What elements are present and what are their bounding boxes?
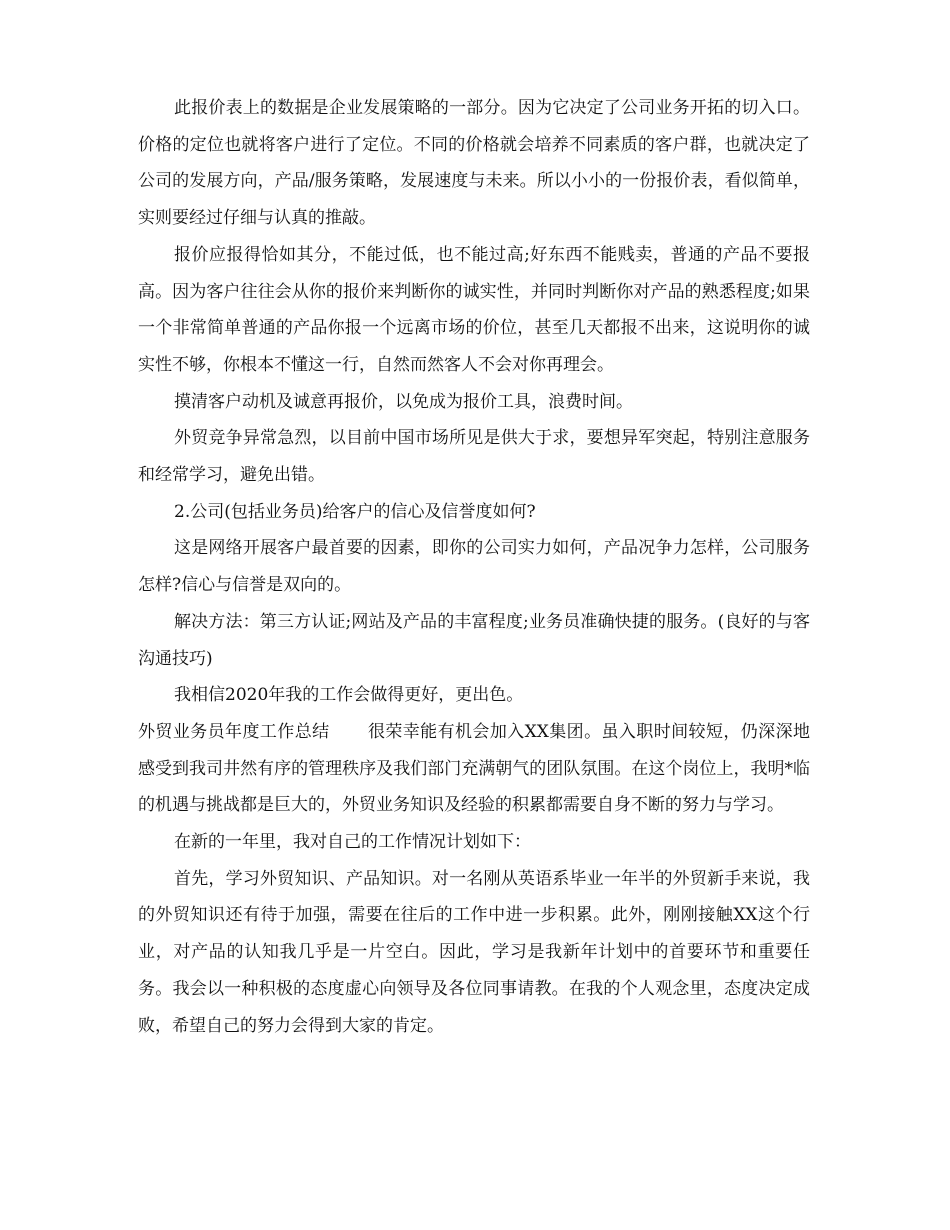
summary-body: 很荣幸能有机会加入XX集团。虽入职时间较短，仍深深地感受到我司井然有序的管理秩序及我们部门充满朝气的团队氛围。在这个岗位上，我明*临的机遇与挑战都是巨大的，外贸业务知识及经验的积累都需要自身不断的努力与学习。 [138, 721, 811, 816]
paragraph-competition: 外贸竞争异常急烈，以目前中国市场所见是供大于求，要想异军突起，特别注意服务和经常学习，避免出错。 [138, 428, 810, 486]
paragraph-credibility: 这是网络开展客户最首要的因素，即你的公司实力如何，产品况争力怎样，公司服务怎样?信心与信誉是双向的。 [138, 538, 810, 596]
paragraph-solution: 解决方法：第三方认证;网站及产品的丰富程度;业务员准确快捷的服务。(良好的与客沟通技巧) [138, 611, 810, 669]
paragraph-client-motive: 摸清客户动机及诚意再报价，以免成为报价工具，浪费时间。 [174, 391, 633, 412]
summary-title: 外贸业务员年度工作总结 [138, 721, 330, 742]
paragraph-plan-intro: 在新的一年里，我对自己的工作情况计划如下： [174, 832, 531, 853]
section-heading-credibility: 2.公司(包括业务员)给客户的信心及信誉度如何? [174, 501, 536, 522]
summary-paragraph [138, 714, 810, 824]
paragraph-belief: 我相信2020年我的工作会做得更好，更出色。 [174, 685, 524, 706]
paragraph-quote-strategy: 此报价表上的数据是企业发展策略的一部分。因为它决定了公司业务开拓的切入口。价格的定位也就将客户进行了定位。不同的价格就会培养不同素质的客户群，也就决定了公司的发展方向，产品/服务策略，发展速度与未来。所以小小的一份报价表，看似简单，实则要经过仔细与认真的推敲。 [138, 98, 810, 229]
paragraph-quote-pricing: 报价应报得恰如其分，不能过低，也不能过高;好东西不能贱卖，普通的产品不要报高。因为客户往往会从你的报价来判断你的诚实性，并同时判断你对产品的熟悉程度;如果一个非常简单普通的产品你报一个远离市场的价位，甚至几天都报不出来，这说明你的诚实性不够，你根本不懂这一行，自然而然客人不会对你再理会。 [138, 244, 810, 375]
document-body [138, 90, 810, 1044]
paragraph-plan-first: 首先，学习外贸知识、产品知识。对一名刚从英语系毕业一年半的外贸新手来说，我的外贸知识还有待于加强，需要在往后的工作中进一步积累。此外，刚刚接触XX这个行业，对产品的认知我几乎是一片空白。因此，学习是我新年计划中的首要环节和重要任务。我会以一种积极的态度虚心向领导及各位同事请教。在我的个人观念里，态度决定成败，希望自己的努力会得到大家的肯定。 [138, 868, 810, 1036]
